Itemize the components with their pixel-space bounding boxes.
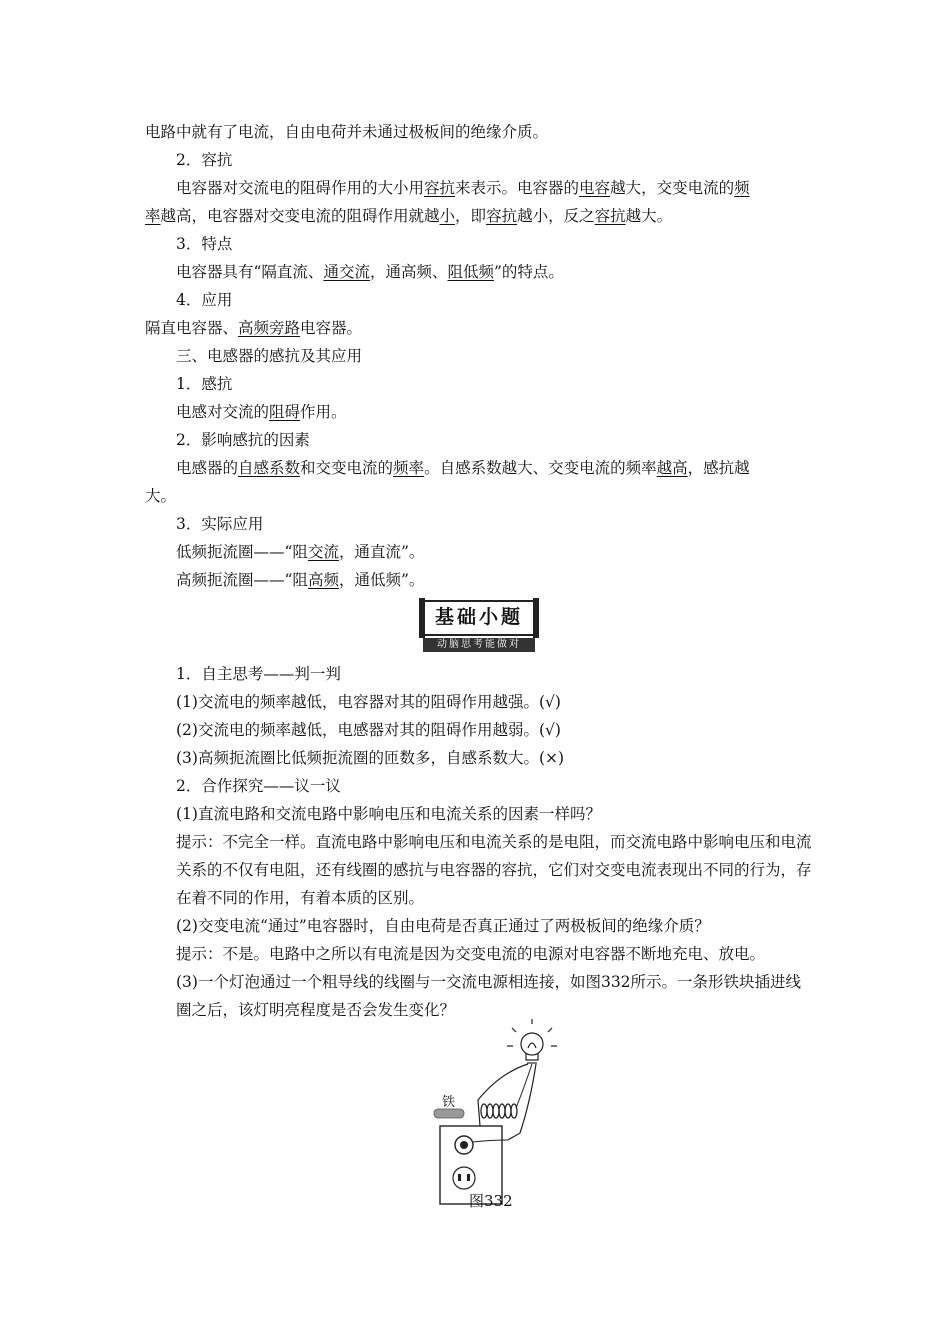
basics-banner [423, 600, 535, 652]
iron-bar [434, 1109, 464, 1118]
text-line: 高频扼流圈——“阻高频，通低频”。 [176, 571, 425, 589]
question-item: (2)交变电流“通过”电容器时，自由电荷是否真正通过了两极板间的绝缘介质？ [176, 917, 710, 935]
text-line: 电容器对交流电的阻碍作用的大小用容抗来表示。电容器的电容越大，交变电流的频 [176, 179, 750, 197]
text-line: 低频扼流圈——“阻交流，通直流”。 [176, 543, 425, 561]
light-bulb-icon [507, 1019, 557, 1063]
text-line: 率越高，电容器对交变电流的阻碍作用就越小，即容抗越小，反之容抗越大。 [145, 207, 673, 225]
document-body [145, 118, 813, 1024]
text-line: 电容器具有“隔直流、通交流，通高频、阻低频”的特点。 [176, 263, 564, 281]
section-heading: 2．影响感抗的因素 [176, 431, 310, 449]
section-heading: 3．特点 [176, 235, 233, 253]
section-heading: 3．实际应用 [176, 515, 264, 533]
section-heading: 1．感抗 [176, 375, 233, 393]
text-line: 电路中就有了电流，自由电荷并未通过极板间的绝缘介质。 [145, 123, 549, 141]
answer-hint: 提示：不是。电路中之所以有电流是因为交变电流的电源对电容器不断地充电、放电。 [176, 945, 766, 963]
question-item: (1)直流电路和交流电路中影响电压和电流关系的因素一样吗？ [176, 805, 601, 823]
section-heading: 2．容抗 [176, 151, 233, 169]
section-heading: 4．应用 [176, 291, 233, 309]
text-line: 隔直电容器、高频旁路电容器。 [145, 319, 363, 337]
text-line: 大。 [145, 487, 177, 505]
text-line: 电感对交流的阻碍作用。 [176, 403, 347, 421]
question-item: (3)一个灯泡通过一个粗导线的线圈与一交流电源相连接，如图332所示。一条形铁块插进线圈之后，该灯明亮程度是否会发生变化？ [176, 973, 802, 1019]
text-line: 电感器的自感系数和交变电流的频率。自感系数越大、交变电流的频率越高，感抗越 [176, 459, 750, 477]
coil-icon [481, 1104, 517, 1118]
question-heading: 2．合作探究——议一议 [176, 777, 341, 795]
circuit-figure [420, 1018, 580, 1218]
iron-label: 铁 [442, 1095, 456, 1110]
question-heading: 1．自主思考——判一判 [176, 665, 341, 683]
question-item: (3)高频扼流圈比低频扼流圈的匝数多，自感系数大。(×) [176, 749, 565, 767]
answer-hint: 提示：不完全一样。直流电路中影响电压和电流关系的是电阻，而交流电路中影响电压和电流关系的不仅有电阻，还有线圈的感抗与电容器的容抗，它们对交变电流表现出不同的行为，存在着不同的作用，有着本质的区别。 [176, 833, 812, 907]
banner-subtitle: 动脑思考能做对 [423, 638, 535, 652]
banner-title: 基础小题 [434, 606, 523, 628]
section-heading: 三、电感器的感抗及其应用 [176, 347, 363, 365]
question-item: (1)交流电的频率越低，电容器对其的阻碍作用越强。(√) [176, 693, 561, 711]
question-item: (2)交流电的频率越低，电感器对其的阻碍作用越弱。(√) [176, 721, 561, 739]
figure-caption: 图332 [469, 1192, 513, 1210]
